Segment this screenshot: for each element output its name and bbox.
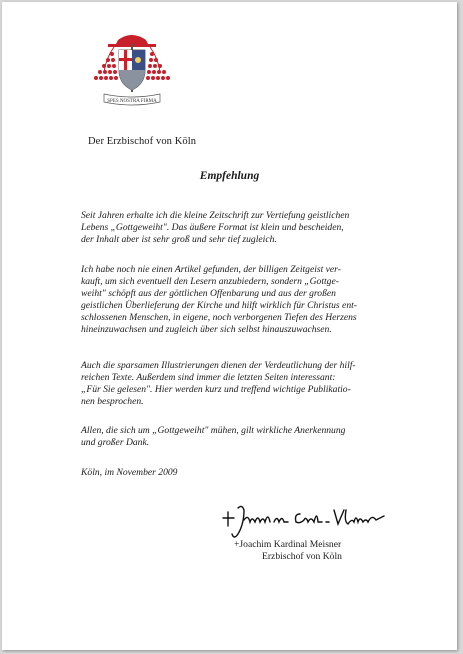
paragraph-line: reichen Texte. Außerdem sind immer die letzten Seiten interessant:: [81, 372, 336, 383]
letter-page: [2, 2, 457, 650]
paragraph-line: Seit Jahren erhalte ich die kleine Zeitschrift zur Vertiefung geistlichen: [81, 210, 350, 221]
paragraph-line: weiht" schöpft aus der göttlichen Offenbarung und aus der großen: [81, 288, 336, 299]
place-date: Köln, im November 2009: [81, 467, 178, 478]
paragraph-line: der Inhalt aber ist sehr groß und sehr tief zugleich.: [81, 234, 277, 245]
paragraph-3: [81, 360, 399, 408]
coat-of-arms-icon: [92, 28, 172, 110]
paragraph-line: kauft, um sich eventuell den Lesern anzubiedern, sondern „Gottge-: [81, 276, 339, 287]
paragraph-line: schlossenen Menschen, in eigene, noch verborgenen Tiefen des Herzens: [81, 312, 357, 323]
paragraph-2: [81, 264, 399, 336]
paragraph-line: hineinzuwachsen und zugleich über sich selbst hinauszuwachsen.: [81, 324, 332, 335]
coat-motto: SPES NOSTRA FIRMA: [107, 99, 157, 104]
signer-name: +Joachim Kardinal Meisner: [234, 539, 342, 550]
paragraph-line: geistlichen Überlieferung der Kirche und hilft wirklich für Christus ent-: [81, 300, 357, 311]
paragraph-line: Lebens „Gottgeweiht". Das äußere Format ist klein und bescheiden,: [81, 222, 344, 233]
sender-line: Der Erzbischof von Köln: [88, 136, 197, 147]
letter-heading: Empfehlung: [199, 170, 260, 182]
paragraph-line: Ich habe noch nie einen Artikel gefunden, der billigen Zeitgeist ver-: [81, 264, 341, 275]
paragraph-line: nen besprochen.: [81, 396, 144, 407]
paragraph-line: Allen, die sich um „Gottgeweiht" mühen, gilt wirkliche Anerkennung: [81, 425, 346, 436]
signer-title: Erzbischof von Köln: [262, 551, 342, 562]
paragraph-line: und großer Dank.: [81, 437, 150, 448]
paragraph-line: „Für Sie gelesen". Hier werden kurz und treffend wichtige Publikatio-: [81, 384, 351, 395]
paragraph-line: Auch die sparsamen Illustrierungen dienen der Verdeutlichung der hilf-: [81, 360, 356, 371]
paragraph-1: [81, 210, 399, 246]
paragraph-4: [81, 425, 399, 449]
